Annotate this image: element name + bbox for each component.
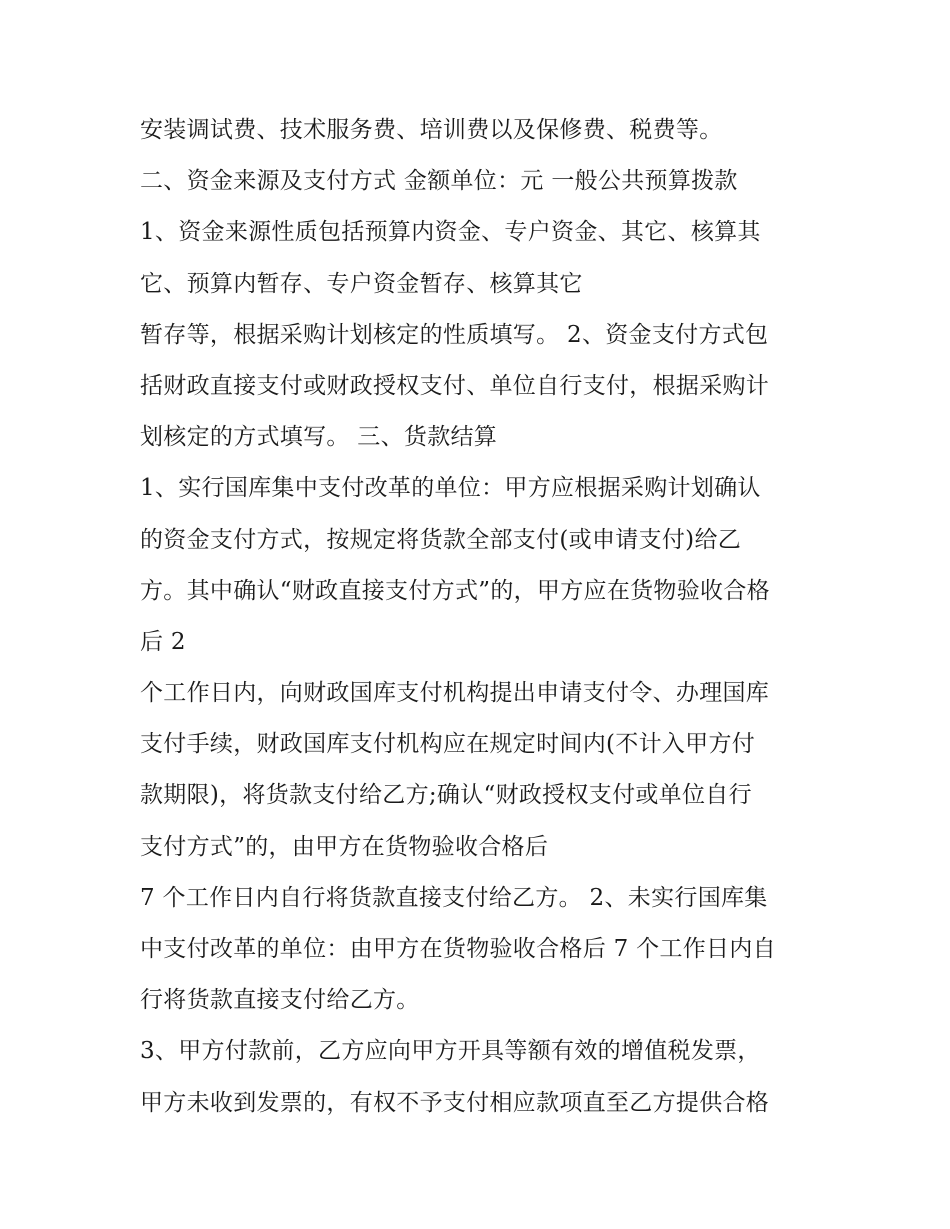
text-line: 的资金支付方式，按规定将货款全部支付(或申请支付)给乙 (140, 526, 742, 553)
text-line: 暂存等，根据采购计划核定的性质填写。 2、资金支付方式包 (140, 321, 769, 348)
text-line: 行将货款直接支付给乙方。 (140, 987, 420, 1014)
text-line: 7 个工作日内自行将货款直接支付给乙方。 2、未实行国库集 (140, 884, 768, 911)
text-line: 后 2 (140, 628, 186, 655)
text-line: 个工作日内，向财政国库支付机构提出申请支付令、办理国库 (140, 680, 770, 707)
text-line: 3、甲方付款前，乙方应向甲方开具等额有效的增值税发票， (140, 1038, 761, 1065)
text-line: 它、预算内暂存、专户资金暂存、核算其它 (140, 270, 583, 297)
body-text (140, 110, 830, 1134)
text-line: 划核定的方式填写。 三、货款结算 (140, 424, 498, 451)
text-line: 中支付改革的单位：由甲方在货物验收合格后 7 个工作日内自 (140, 936, 776, 962)
text-line: 款期限)，将货款支付给乙方;确认“财政授权支付或单位自行 (140, 782, 752, 809)
text-line: 甲方未收到发票的，有权不予支付相应款项直至乙方提供合格 (140, 1089, 770, 1116)
text-line: 1、实行国库集中支付改革的单位：甲方应根据采购计划确认 (140, 475, 761, 502)
text-line: 1、资金来源性质包括预算内资金、专户资金、其它、核算其 (140, 219, 761, 246)
text-line: 括财政直接支付或财政授权支付、单位自行支付，根据采购计 (140, 372, 770, 399)
text-line: 二、资金来源及支付方式 金额单位：元 一般公共预算拨款 (140, 168, 738, 195)
text-line: 安装调试费、技术服务费、培训费以及保修费、税费等。 (140, 117, 723, 143)
text-line: 方。其中确认“财政直接支付方式”的，甲方应在货物验收合格 (140, 577, 770, 604)
text-line: 支付手续，财政国库支付机构应在规定时间内(不计入甲方付 (140, 731, 756, 758)
text-line: 支付方式”的，由甲方在货物验收合格后 (140, 833, 549, 860)
